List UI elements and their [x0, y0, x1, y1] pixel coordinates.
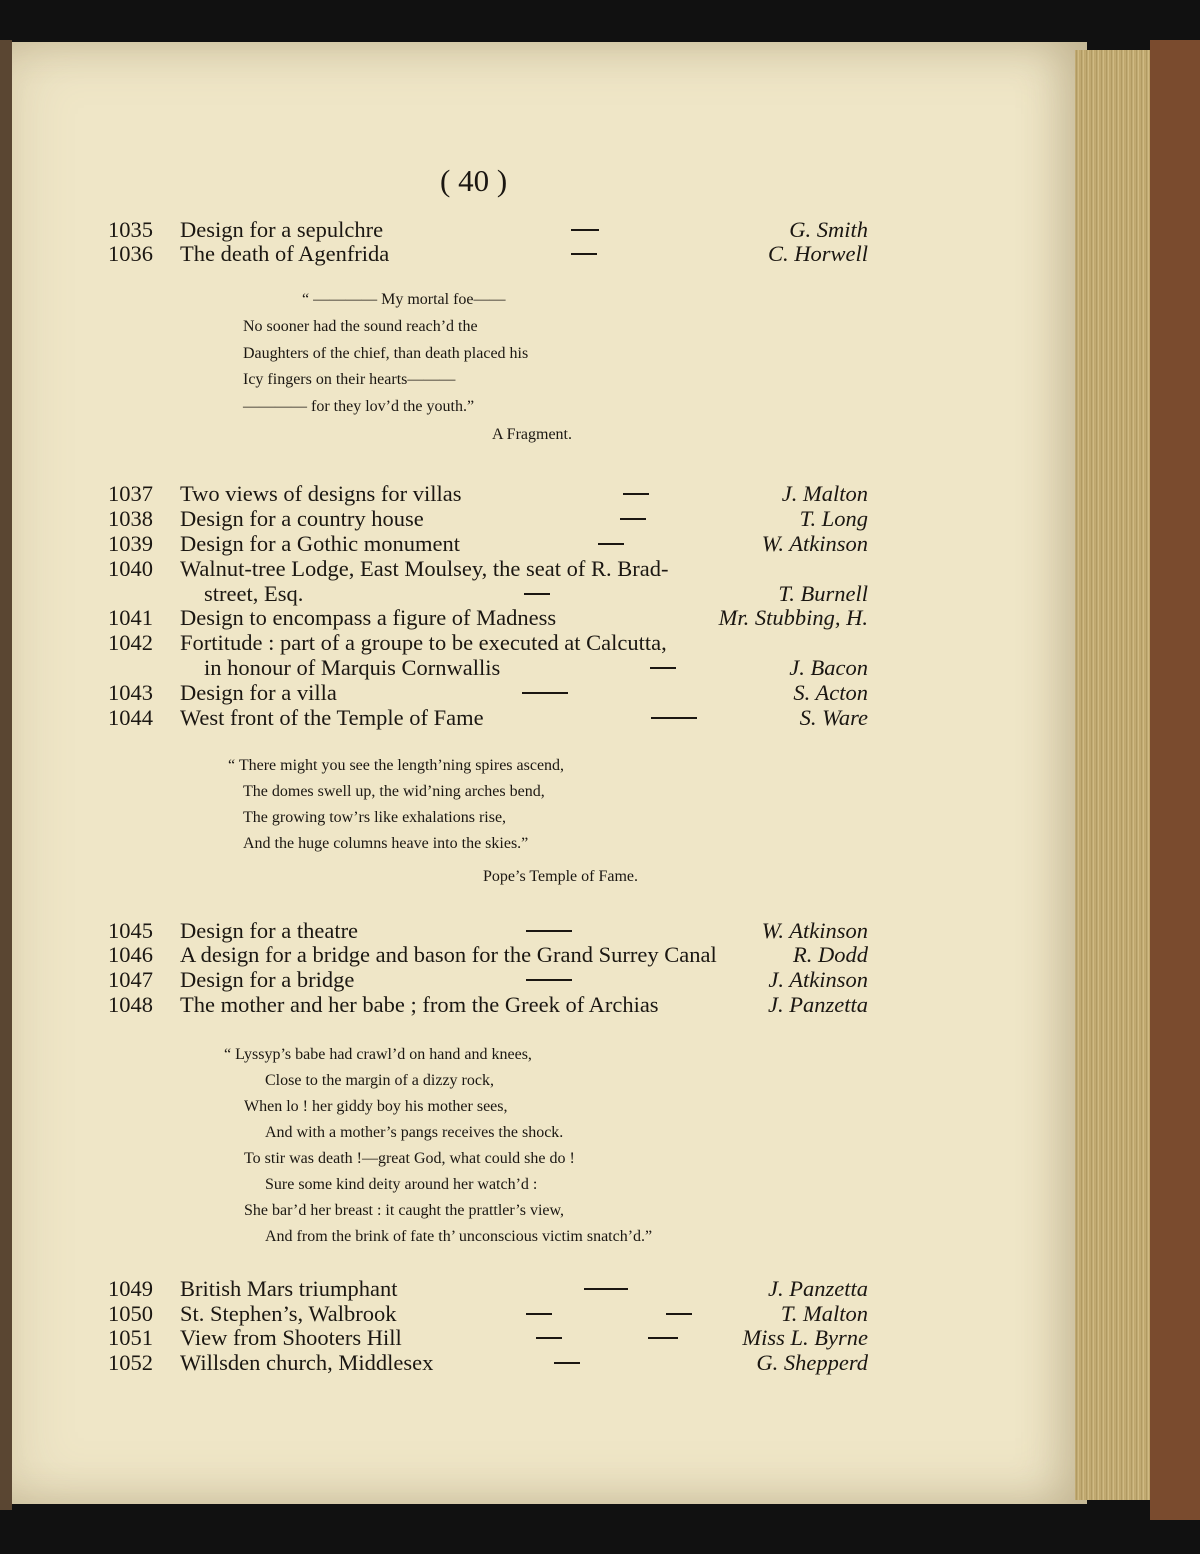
entry-title: British Mars triumphant: [180, 1276, 398, 1301]
dash-rule: [526, 979, 572, 981]
entry-artist: J. Malton: [781, 481, 868, 506]
entry-title: The mother and her babe ; from the Greek of Archias: [180, 992, 659, 1017]
quote-line: The growing tow’rs like exhalations rise,: [243, 809, 507, 826]
entry-artist: S. Acton: [793, 680, 868, 705]
dash-rule: [571, 253, 597, 255]
entry-number: 1046: [108, 942, 153, 967]
entry-title: Design for a Gothic monument: [180, 531, 460, 556]
entry-artist: T. Malton: [780, 1301, 868, 1326]
catalogue-entry: [108, 967, 868, 993]
entry-artist: G. Smith: [789, 217, 868, 242]
entry-number: 1052: [108, 1350, 153, 1375]
page-number: ( 40 ): [440, 163, 508, 198]
entry-number: 1039: [108, 531, 153, 556]
quote-line: “ Lyssyp’s babe had crawl’d on hand and knees,: [224, 1046, 532, 1063]
catalogue-entry: [108, 630, 868, 656]
entry-title: Willsden church, Middlesex: [180, 1350, 434, 1375]
entry-artist: J. Bacon: [789, 655, 868, 680]
entry-number: 1045: [108, 918, 153, 943]
entry-artist: J. Panzetta: [768, 1276, 868, 1301]
quote-line: And from the brink of fate th’ unconscious victim snatch’d.”: [265, 1228, 653, 1245]
entry-title: West front of the Temple of Fame: [180, 705, 484, 730]
dash-rule: [598, 543, 624, 545]
entry-title: The death of Agenfrida: [180, 241, 390, 266]
quote-line: No sooner had the sound reach’d the: [243, 318, 478, 335]
catalogue-entry: [108, 481, 868, 507]
entry-number: 1051: [108, 1325, 153, 1350]
catalogue-entry: [108, 992, 868, 1018]
catalogue-entry: [108, 556, 868, 582]
quote-line: Sure some kind deity around her watch’d :: [265, 1176, 538, 1193]
entry-artist: W. Atkinson: [761, 918, 868, 943]
entry-artist: R. Dodd: [793, 942, 868, 967]
entry-title: View from Shooters Hill: [180, 1325, 402, 1350]
quote-line: The domes swell up, the wid’ning arches bend,: [243, 783, 545, 800]
entry-number: 1050: [108, 1301, 153, 1326]
entry-number: 1035: [108, 217, 153, 242]
entry-number: 1048: [108, 992, 153, 1017]
dash-rule: [584, 1288, 628, 1290]
entry-number: 1042: [108, 630, 153, 655]
dash-rule: [571, 229, 599, 231]
quote-line: To stir was death !—great God, what could she do !: [244, 1150, 575, 1167]
quote-line: And with a mother’s pangs receives the shock.: [265, 1124, 564, 1141]
dash-rule: [623, 493, 649, 495]
dash-rule: [526, 930, 572, 932]
quote-line: And the huge columns heave into the skies.”: [243, 835, 529, 852]
catalogue-entry: [108, 942, 868, 968]
entry-artist: G. Shepperd: [756, 1350, 868, 1375]
entry-number: 1047: [108, 967, 153, 992]
entry-artist: W. Atkinson: [761, 531, 868, 556]
catalogue-entry: [108, 1301, 868, 1327]
entry-title: Fortitude : part of a groupe to be executed at Calcutta,: [180, 630, 667, 655]
entry-number: 1041: [108, 605, 153, 630]
page-block-edges: [1075, 50, 1150, 1500]
catalogue-entry: [108, 217, 868, 243]
entry-number: 1036: [108, 241, 153, 266]
catalogue-entry: [108, 605, 868, 631]
entry-title: Design for a villa: [180, 680, 337, 705]
dash-rule: [554, 1362, 580, 1364]
entry-artist: T. Burnell: [778, 581, 868, 606]
quote-attribution: Pope’s Temple of Fame.: [483, 868, 639, 885]
dash-rule: [522, 692, 568, 694]
catalogue-entry: [108, 705, 868, 731]
dash-rule: [536, 1337, 562, 1339]
entry-title: St. Stephen’s, Walbrook: [180, 1301, 397, 1326]
catalogue-entry: [108, 531, 868, 557]
entry-artist: C. Horwell: [767, 241, 868, 266]
quote-line: Icy fingers on their hearts———: [243, 371, 456, 388]
catalogue-entry-continuation: [108, 581, 868, 607]
entry-artist: S. Ware: [799, 705, 868, 730]
entry-title: Design for a country house: [180, 506, 424, 531]
catalogue-entry-continuation: [108, 655, 868, 681]
quote-line: She bar’d her breast : it caught the prattler’s view,: [244, 1202, 565, 1219]
dash-rule: [648, 1337, 678, 1339]
dash-rule: [524, 593, 550, 595]
entry-title: Design for a theatre: [180, 918, 359, 943]
quote-line: “ ———— My mortal foe——: [302, 291, 506, 308]
book-cover-edge: [0, 40, 12, 1510]
dash-rule: [651, 717, 697, 719]
entry-title: Walnut-tree Lodge, East Moulsey, the seat of R. Brad-: [180, 556, 669, 581]
entry-artist: J. Atkinson: [768, 967, 868, 992]
catalogue-entry: [108, 1350, 868, 1376]
quote-line: ———— for they lov’d the youth.”: [243, 398, 475, 415]
quote-line: Daughters of the chief, than death placed his: [243, 345, 529, 362]
quote-line: Close to the margin of a dizzy rock,: [265, 1072, 494, 1089]
dash-rule: [650, 667, 676, 669]
quote-line: When lo ! her giddy boy his mother sees,: [244, 1098, 508, 1115]
entry-number: 1040: [108, 556, 153, 581]
entry-title: street, Esq.: [204, 581, 304, 606]
catalogue-entry: [108, 1276, 868, 1302]
entry-artist: T. Long: [799, 506, 868, 531]
entry-number: 1043: [108, 680, 153, 705]
entry-title: Two views of designs for villas: [180, 481, 462, 506]
entry-artist: Mr. Stubbing, H.: [718, 605, 868, 630]
dash-rule: [666, 1313, 692, 1315]
entry-artist: J. Panzetta: [768, 992, 868, 1017]
entry-number: 1049: [108, 1276, 153, 1301]
entry-title: Design to encompass a figure of Madness: [180, 605, 557, 630]
quote-attribution: A Fragment.: [492, 426, 572, 443]
catalogue-entry: [108, 1325, 868, 1351]
entry-title: Design for a bridge: [180, 967, 355, 992]
entry-artist: Miss L. Byrne: [742, 1325, 868, 1350]
catalogue-entry: [108, 918, 868, 944]
quote-line: “ There might you see the length’ning spires ascend,: [228, 757, 565, 774]
entry-title: Design for a sepulchre: [180, 217, 384, 242]
entry-number: 1038: [108, 506, 153, 531]
entry-number: 1037: [108, 481, 153, 506]
entry-title: A design for a bridge and bason for the Grand Surrey Canal: [180, 942, 717, 967]
entry-title: in honour of Marquis Cornwallis: [204, 655, 501, 680]
dash-rule: [620, 518, 646, 520]
catalogue-entry: [108, 506, 868, 532]
book-cover-board: [1150, 40, 1200, 1520]
catalogue-entry: [108, 241, 868, 267]
catalogue-entry: [108, 680, 868, 706]
entry-number: 1044: [108, 705, 153, 730]
dash-rule: [526, 1313, 552, 1315]
